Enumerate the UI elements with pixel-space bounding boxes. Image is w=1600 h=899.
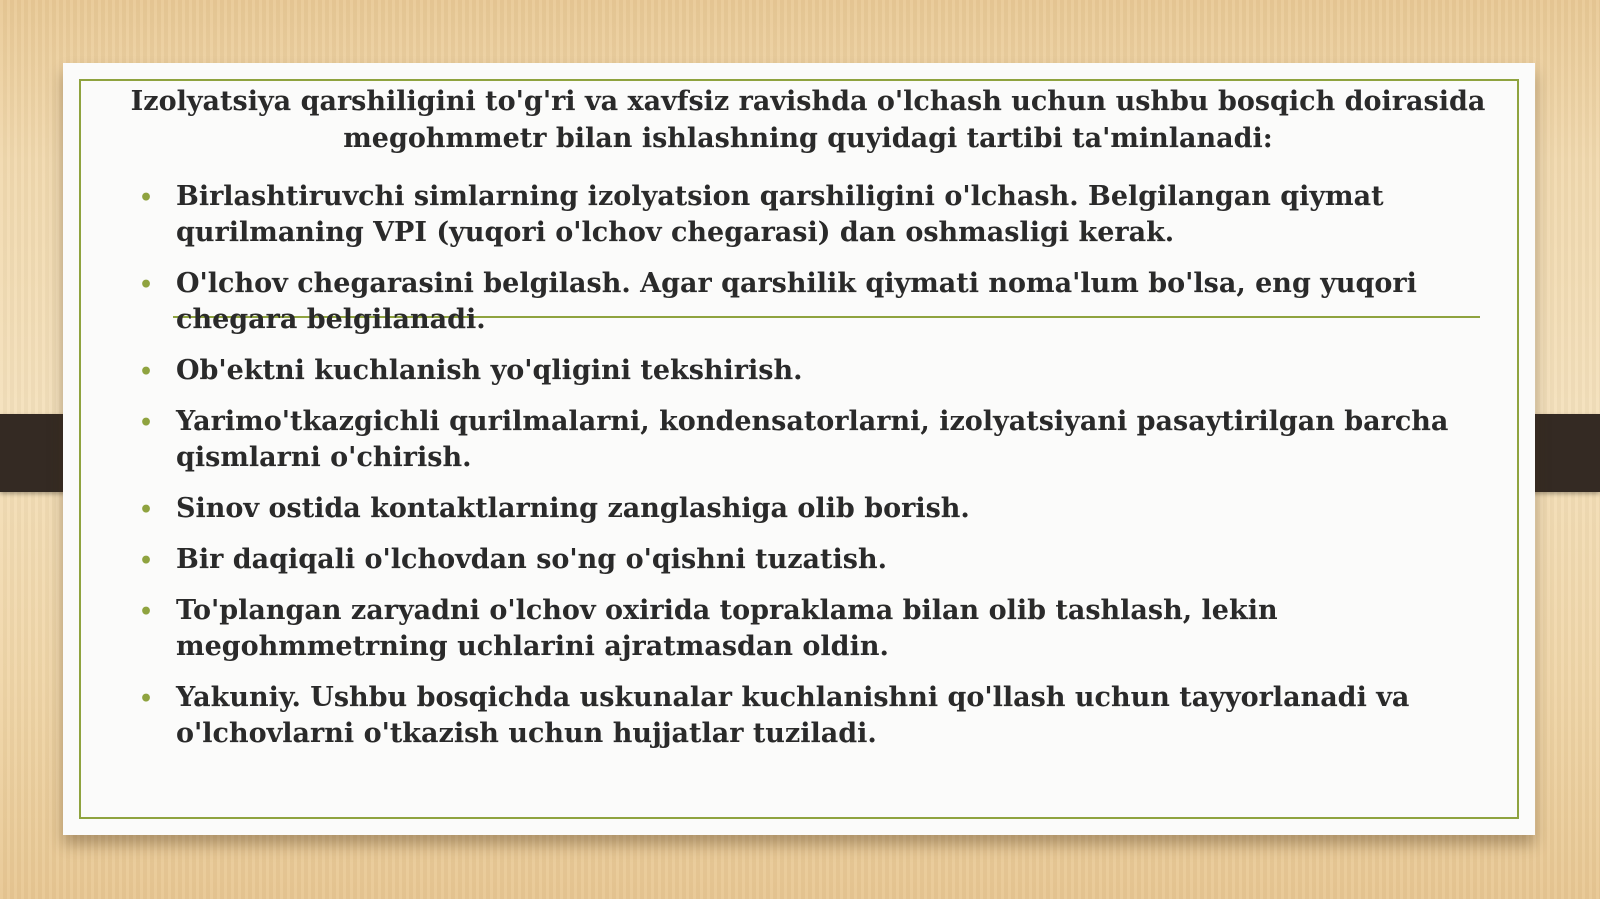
bullet-dot-icon: • [139,410,154,436]
bullet-dot-icon: • [139,599,154,625]
bullet-dot-icon: • [139,548,154,574]
bullet-dot-icon: • [139,359,154,385]
bullet-dot-icon: • [139,497,154,523]
bullet-list [139,179,1524,767]
bullet-dot-icon: • [139,686,154,712]
bullet-text: Yakuniy. Ushbu bosqichda uskunalar kuchlanishni qo'llash uchun tayyorlanadi va o'lchovlarni o'tkazish uchun hujjatlar tuziladi. [176,682,1410,749]
bullet-text: Birlashtiruvchi simlarning izolyatsion qarshiligini o'lchash. Belgilangan qiymat qurilmaning VPI (yuqori o'lchov chegarasi) dan oshmasligi kerak. [176,181,1384,248]
bullet-item-6 [139,542,1524,578]
bullet-text: Bir daqiqali o'lchovdan so'ng o'qishni tuzatish. [176,544,888,575]
bullet-item-7 [139,593,1524,665]
bullet-dot-icon: • [139,185,154,211]
slide-card [63,63,1535,835]
slide-title: Izolyatsiya qarshiligini to'g'ri va xavfsiz ravishda o'lchash uchun ushbu bosqich doirasida megohmmetr bilan ishlashning quyidagi tartibi ta'minlanadi: [130,86,1486,154]
bullet-text: To'plangan zaryadni o'lchov oxirida topraklama bilan olib tashlash, lekin megohmmetrning uchlarini ajratmasdan oldin. [176,595,1278,662]
bullet-item-5 [139,491,1524,527]
bullet-item-4 [139,404,1524,476]
bullet-item-1 [139,179,1524,251]
bullet-item-3 [139,353,1524,389]
bullet-item-2 [139,266,1524,338]
bullet-dot-icon: • [139,272,154,298]
bullet-text: Yarimo'tkazgichli qurilmalarni, kondensatorlarni, izolyatsiyani pasaytirilgan barcha qismlarni o'chirish. [176,406,1449,473]
bullet-text: O'lchov chegarasini belgilash. Agar qarshilik qiymati noma'lum bo'lsa, eng yuqori chegara belgilanadi. [176,268,1417,335]
bullet-text: Ob'ektni kuchlanish yo'qligini tekshirish. [176,355,803,386]
bullet-text: Sinov ostida kontaktlarning zanglashiga olib borish. [176,493,970,524]
bullet-item-8 [139,680,1524,752]
